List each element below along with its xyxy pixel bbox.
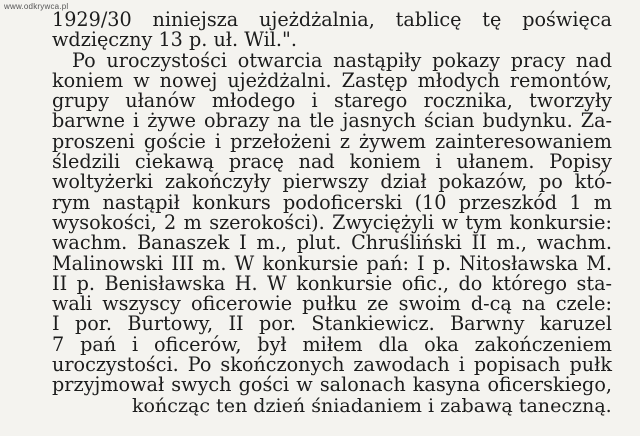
text-line: I por. Burtowy, II por. Stankiewicz. Barwny karuzel	[52, 312, 612, 336]
text-line: Malinowski III m. W konkursie pań: I p. Nitosławska M.	[52, 251, 612, 275]
text-line: koniem w nowej ujeżdżalni. Zastęp młodych remontów,	[52, 68, 612, 92]
text-line: woltyżerki zakończyły pierwszy dział pokazów, po któ-	[52, 170, 612, 194]
text-line: proszeni goście i przełożeni z żywem zainteresowaniem	[52, 129, 612, 153]
text-line: barwne i żywe obrazy na tle jasnych ścian budynku. Za-	[52, 109, 612, 133]
text-line: II p. Benisławska H. W konkursie ofic., do którego sta-	[52, 271, 612, 295]
text-line: 7 pań i oficerów, był miłem dla oka zakończeniem	[52, 332, 612, 356]
text-line: wysokości, 2 m szerokości). Zwyciężyli w tym konkursie:	[52, 210, 612, 234]
text-line: rym nastąpił konkurs podoficerski (10 przeszkód 1 m	[52, 190, 612, 214]
text-line: grupy ułanów młodego i starego rocznika, tworzyły	[52, 89, 612, 113]
article-text	[52, 10, 612, 416]
text-line: wdzięczny 13 p. uł. Wil.".	[52, 28, 297, 52]
text-line: uroczystości. Po skończonych zawodach i popisach pułk	[52, 353, 612, 377]
text-line: kończąc ten dzień śniadaniem i zabawą taneczną.	[132, 394, 612, 417]
watermark: www.odkrywca.pl	[4, 2, 69, 11]
text-line: przyjmował swych gości w salonach kasyna oficerskiego,	[52, 373, 612, 397]
text-line: śledzili ciekawą pracę nad koniem i ułanem. Popisy	[52, 150, 612, 174]
text-line: wachm. Banaszek I m., plut. Chruśliński II m., wachm.	[52, 231, 612, 255]
text-line: 1929/30 niniejsza ujeżdżalnia, tablicę tę poświęca	[52, 8, 612, 31]
text-line: wali wszyscy oficerowie pułku ze swoim d-cą na czele:	[52, 292, 612, 316]
text-line: Po uroczystości otwarcia nastąpiły pokazy pracy nad	[72, 48, 612, 72]
